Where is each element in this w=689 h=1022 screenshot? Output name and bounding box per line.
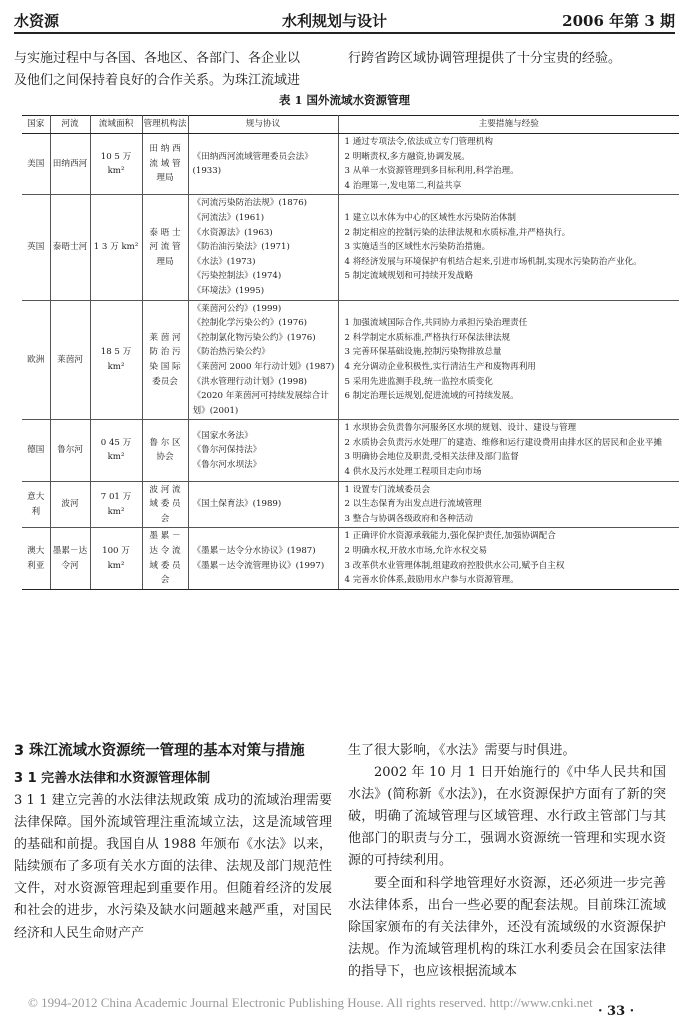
measure-item: 4 供水及污水处理工程项目走向市场 <box>344 467 482 478</box>
measure-item: 6 制定治理长远规划,促进流域的可持续发展。 <box>344 391 519 402</box>
measure-item: 2 制定相应的控制污染的法律法规和水质标准,并严格执行。 <box>344 227 571 238</box>
header-journal-name: 水利规划与设计 <box>282 12 388 30</box>
measure-item: 4 治理第一,发电第二,利益共享 <box>344 180 462 191</box>
agency-cell <box>142 528 188 589</box>
law-item: 《鲁尔河保持法》 <box>192 445 262 456</box>
table-row <box>22 528 679 589</box>
measure-item: 3 改革供水业管理体制,组建政府控股供水公司,赋予自主权 <box>344 560 565 571</box>
law-item: 《国土保育法》(1989) <box>192 499 282 510</box>
table-row <box>22 481 679 528</box>
law-item: 《莱茵河公约》(1999) <box>192 303 282 314</box>
law-item: 《墨累－达令流管理协议》(1997) <box>192 560 325 571</box>
agency-line: 田 纳 西 <box>149 144 181 155</box>
body-paragraph: 3 1 1 建立完善的水法律法规政策 成功的流域治理需要法律保障。国外流域管理注重流域立法，这是流域管理的基础和前提。我国自从 1988 年颁布《水法》以来，陆续颁布了多项有关水方面的法律、法规及部门规范性文件，对水资源管理起到重要作用。但随着经济的发展和社会的进步，水污染及缺水问题越来越严重，对国民经济和人民生命财产产 <box>14 793 332 941</box>
area-cell: 0 45 万 km² <box>90 420 142 481</box>
agency-line: 委员会 <box>152 376 178 387</box>
measure-item: 3 实施适当的区域性水污染防治措施。 <box>344 242 491 253</box>
agency-line: 域 委 员 <box>149 499 181 510</box>
measure-item: 2 以生态保育为出发点进行流域管理 <box>344 499 482 510</box>
area-cell: 18 5 万 km² <box>90 300 142 420</box>
measure-item: 1 正确评价水资源承载能力,强化保护责任,加强协调配合 <box>344 531 556 542</box>
law-item: 《河流法》(1961) <box>192 212 265 223</box>
body-paragraph: 要全面和科学地管理好水资源，还必须进一步完善水法律体系，出台一些必要的配套法规。目前珠江流域除国家颁布的有关法律外，还没有流域级的水资源保护法规。作为流域管理机构的珠江水利委员会在国家法律的指导下，也应该根据流域本 <box>348 875 666 979</box>
laws-cell <box>188 528 338 589</box>
river-cell: 鲁尔河 <box>50 420 90 481</box>
law-item: 《控制氯化物污染公约》(1976) <box>192 332 316 343</box>
agency-line: 波 河 流 <box>149 484 181 495</box>
measure-item: 3 从单一水资源管理到多目标利用,科学治理。 <box>344 166 519 177</box>
river-cell: 泰晤士河 <box>50 195 90 300</box>
agency-line: 会 <box>160 513 170 524</box>
table-row <box>22 300 679 420</box>
measure-item: 2 水质协会负责污水处理厂的建造、维修和运行建设费用由排水区的居民和企业平摊 <box>344 437 663 448</box>
measure-item: 2 科学制定水质标准,严格执行环保法律法规 <box>344 332 511 343</box>
law-item: 《水资源法》(1963) <box>192 227 273 238</box>
agency-cell <box>142 481 188 528</box>
measures-cell <box>338 481 679 528</box>
area-cell: 100 万 km² <box>90 528 142 589</box>
area-cell: 7 01 万 km² <box>90 481 142 528</box>
agency-line: 染 国 际 <box>149 361 181 372</box>
table-caption: 表 1 国外流域水资源管理 <box>278 93 410 107</box>
agency-cell <box>142 195 188 300</box>
intro-left-line: 及他们之间保持着良好的合作关系。为珠江流域进 <box>14 73 301 88</box>
agency-cell <box>142 300 188 420</box>
copyright-footer: © 1994-2012 China Academic Journal Electronic Publishing House. All rights reserved. http://www.cnki.net <box>28 995 593 1010</box>
measures-cell <box>338 300 679 420</box>
agency-line: 墨 累 － <box>149 531 181 542</box>
river-cell: 田纳西河 <box>50 134 90 195</box>
agency-line: 理局 <box>156 256 174 267</box>
agency-line: 理局 <box>156 173 174 184</box>
measure-item: 3 明确协会地位及职责,受相关法律及部门监督 <box>344 452 519 463</box>
law-item: 《水法》(1973) <box>192 256 256 267</box>
running-header <box>14 8 675 34</box>
law-item: 《墨累－达令分水协议》(1987) <box>192 546 316 557</box>
body-paragraph: 生了很大影响，《水法》需要与时俱进。 <box>348 743 576 758</box>
measure-item: 5 采用先进监测手段,统一监控水质变化 <box>344 376 493 387</box>
country-cell: 德国 <box>22 420 50 481</box>
measure-item: 1 建立以水体为中心的区域性水污染防治体制 <box>344 212 516 223</box>
header-area: 流域面积 <box>90 116 142 134</box>
laws-cell <box>188 195 338 300</box>
law-item: 《污染控制法》(1974) <box>192 271 282 282</box>
measures-cell <box>338 420 679 481</box>
agency-line: 莱 茵 河 <box>149 332 181 343</box>
table-header-row <box>22 116 679 134</box>
measure-item: 1 设置专门流域委员会 <box>344 484 431 495</box>
area-cell: 1 3 万 km² <box>90 195 142 300</box>
river-cell: 波河 <box>50 481 90 528</box>
law-item: 《控制化学污染公约》(1976) <box>192 318 308 329</box>
agency-line: 泰 晤 士 <box>149 227 181 238</box>
agency-line: 会 <box>160 575 170 586</box>
law-item: 《防治热污染公约》 <box>192 347 270 358</box>
law-item: 《鲁尔河水坝法》 <box>192 459 262 470</box>
measure-item: 4 将经济发展与环境保护有机结合起来,引进市场机制,实现水污染防治产业化。 <box>344 256 642 267</box>
left-column <box>14 740 332 945</box>
agency-cell <box>142 420 188 481</box>
measure-item: 3 完善环保基础设施,控制污染物排放总量 <box>344 347 502 358</box>
intro-left-text <box>14 48 300 92</box>
measure-item: 3 整合与协调各级政府和各种活动 <box>344 513 474 524</box>
agency-line: 协会 <box>156 452 174 463</box>
measure-item: 1 水坝协会负责鲁尔河服务区水坝的规划、设计、建设与管理 <box>344 423 577 434</box>
measure-item: 5 制定流域规划和可持续开发战略 <box>344 271 474 282</box>
measure-item: 4 充分调动企业积极性,实行清洁生产和废物再利用 <box>344 361 536 372</box>
laws-cell <box>188 134 338 195</box>
measure-item: 1 通过专项法令,依法成立专门管理机构 <box>344 137 493 147</box>
river-cell: 墨累－达令河 <box>50 528 90 589</box>
intro-right-line: 行跨省跨区域协调管理提供了十分宝贵的经验。 <box>348 51 622 66</box>
header-measures: 主要措施与经验 <box>338 116 679 134</box>
agency-cell <box>142 134 188 195</box>
measure-item: 2 明确水权,开放水市场,允许水权交易 <box>344 546 488 557</box>
agency-line: 流 域 管 <box>149 158 181 169</box>
law-item: 《河流污染防治法规》(1876) <box>192 198 308 209</box>
right-column <box>348 740 666 983</box>
measure-item: 2 明晰责权,多方融资,协调发展。 <box>344 151 470 162</box>
laws-cell <box>188 420 338 481</box>
country-cell: 英国 <box>22 195 50 300</box>
law-item: 《田纳西河流域管理委员会法》(1933) <box>192 151 313 177</box>
table-row <box>22 420 679 481</box>
intro-right-text <box>348 48 621 70</box>
agency-line: 防 治 污 <box>149 347 181 358</box>
agency-line: 达 令 流 <box>149 546 181 557</box>
agency-line: 域 委 员 <box>149 560 181 571</box>
table-row <box>22 195 679 300</box>
measure-item: 1 加强流域国际合作,共同协力承担污染治理责任 <box>344 318 528 329</box>
law-item: 《国家水务法》 <box>192 430 253 441</box>
header-country: 国家 <box>22 116 50 134</box>
header-agency: 管理机构法 <box>142 116 188 134</box>
country-cell: 美国 <box>22 134 50 195</box>
country-cell: 澳大利亚 <box>22 528 50 589</box>
river-basin-management-table <box>22 115 679 590</box>
law-item: 《环境法》(1995) <box>192 285 265 296</box>
river-cell: 莱茵河 <box>50 300 90 420</box>
header-laws: 规与协议 <box>188 116 338 134</box>
law-item: 《2020 年莱茵河可持续发展综合计划》(2001) <box>192 391 329 416</box>
measure-item: 4 完善水价体系,鼓励用水户参与水资源管理。 <box>344 575 519 586</box>
agency-line: 鲁 尔 区 <box>149 437 181 448</box>
header-river: 河流 <box>50 116 90 134</box>
country-cell: 欧洲 <box>22 300 50 420</box>
measures-cell <box>338 134 679 195</box>
laws-cell <box>188 481 338 528</box>
area-cell: 10 5 万 km² <box>90 134 142 195</box>
law-item: 《洪水管理行动计划》(1998) <box>192 376 308 387</box>
law-item: 《莱茵河 2000 年行动计划》(1987) <box>192 361 335 372</box>
table-row <box>22 134 679 195</box>
header-issue: 2006 年第 3 期 <box>562 12 675 30</box>
subsection-heading: 3 1 完善水法律和水资源管理体制 <box>14 771 211 786</box>
measures-cell <box>338 528 679 589</box>
page-number: · 33 · <box>598 1004 635 1019</box>
header-section-label: 水资源 <box>14 12 60 30</box>
measures-cell <box>338 195 679 300</box>
agency-line: 河 流 管 <box>149 242 181 253</box>
intro-left-line: 与实施过程中与各国、各地区、各部门、各企业以 <box>14 51 301 66</box>
country-cell: 意大利 <box>22 481 50 528</box>
laws-cell <box>188 300 338 420</box>
body-paragraph: 2002 年 10 月 1 日开始施行的《中华人民共和国水法》(简称新《水法》)，在水资源保护方面有了新的突破，明确了流域管理与区域管理、水行政主管部门与其他部门的职责与分工，强调水资源统一管理和实现水资源的可持续利用。 <box>348 765 666 869</box>
section-heading: 3 珠江流域水资源统一管理的基本对策与措施 <box>14 743 305 759</box>
law-item: 《防治油污染法》(1971) <box>192 242 290 253</box>
